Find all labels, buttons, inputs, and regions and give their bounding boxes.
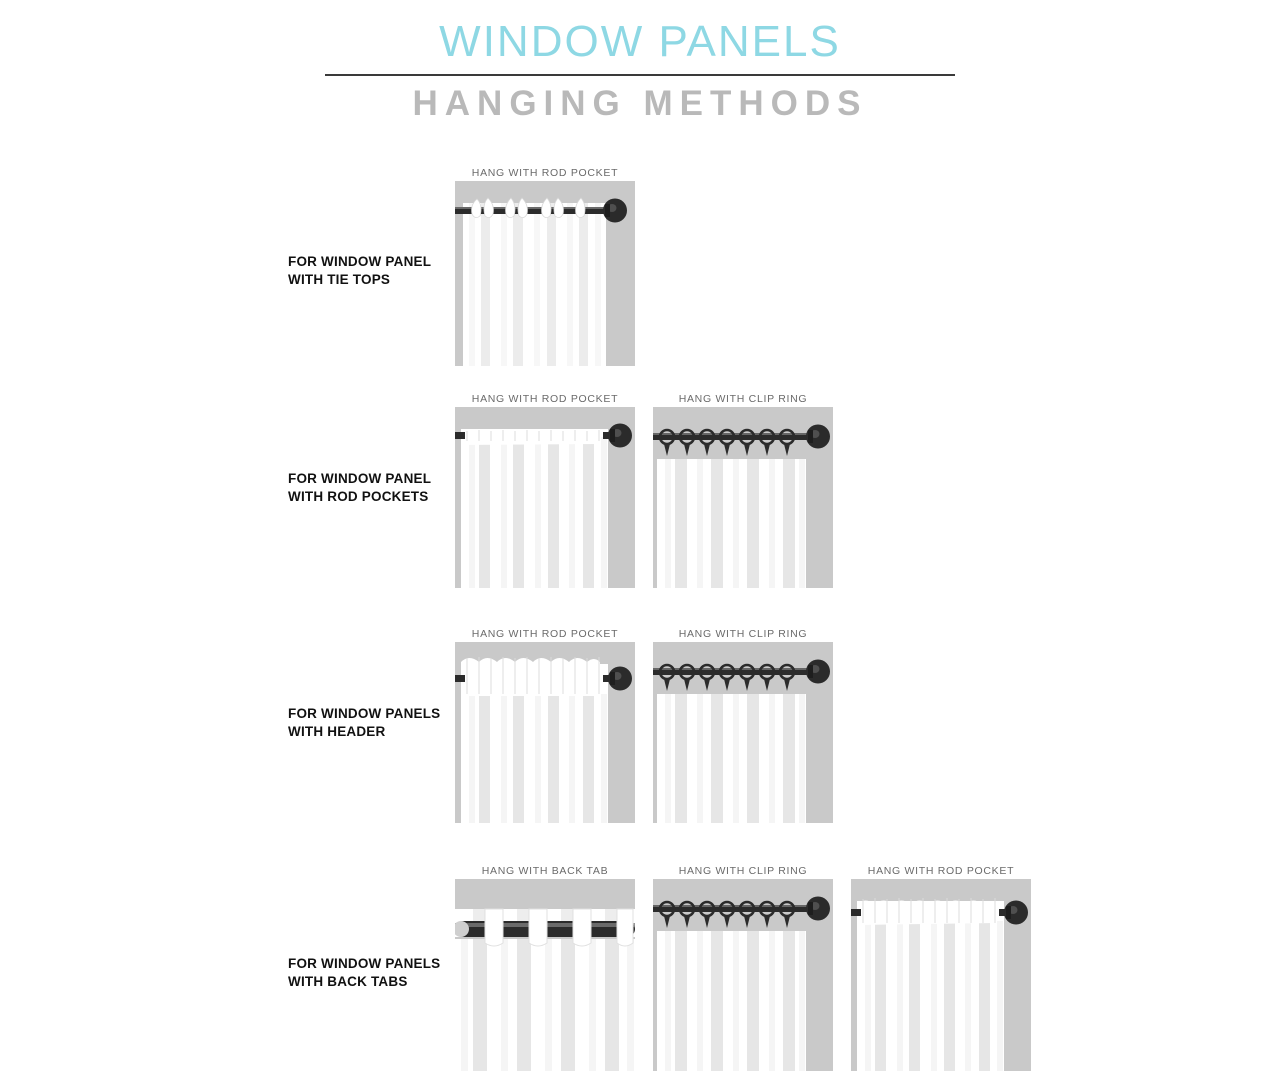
cell-caption: HANG WITH BACK TAB — [481, 865, 609, 877]
table-row — [0, 610, 1280, 845]
illustration-clip-ring — [653, 407, 833, 588]
curtain-clip-ring-graphic — [653, 642, 833, 823]
illustration-clip-ring — [653, 879, 833, 1071]
row-label-rod-pockets — [288, 470, 468, 506]
row-cells — [455, 626, 833, 823]
page-title: WINDOW PANELS — [439, 17, 841, 66]
list-item — [455, 863, 635, 1071]
illustration-rod-pocket — [455, 407, 635, 588]
cell-caption: HANG WITH CLIP RING — [678, 865, 808, 877]
illustration-clip-ring — [653, 642, 833, 823]
row-cells — [455, 391, 833, 588]
curtain-rod-pocket-graphic — [455, 407, 635, 588]
row-label-line2: WITH BACK TABS — [288, 974, 408, 990]
list-item — [653, 626, 833, 823]
row-label-line1: FOR WINDOW PANEL — [288, 471, 432, 486]
row-label-line2: WITH HEADER — [288, 724, 386, 740]
cell-caption: HANG WITH ROD POCKET — [471, 393, 619, 405]
list-item — [455, 626, 635, 823]
row-label-line1: FOR WINDOW PANELS — [288, 706, 441, 721]
cell-caption: HANG WITH ROD POCKET — [867, 865, 1015, 877]
table-row — [0, 160, 1280, 375]
table-row — [0, 375, 1280, 610]
row-label-back-tabs — [288, 955, 468, 991]
page-subtitle: HANGING METHODS — [412, 84, 868, 123]
row-label-line2: WITH ROD POCKETS — [288, 489, 429, 505]
illustration-back-tab — [455, 879, 635, 1071]
illustration-tie-top — [455, 181, 635, 366]
row-cells — [455, 863, 1031, 1071]
cell-caption: HANG WITH ROD POCKET — [471, 628, 619, 640]
illustration-rod-pocket — [851, 879, 1031, 1071]
illustration-rod-pocket-header — [455, 642, 635, 823]
row-label-line1: FOR WINDOW PANELS — [288, 956, 441, 971]
hanging-methods-grid — [0, 160, 1280, 1080]
list-item — [851, 863, 1031, 1071]
curtain-tie-top-graphic — [455, 181, 635, 366]
cell-caption: HANG WITH CLIP RING — [678, 393, 808, 405]
row-label-line1: FOR WINDOW PANEL — [288, 254, 432, 269]
row-label-header — [288, 705, 468, 741]
curtain-clip-ring-graphic — [653, 879, 833, 1071]
list-item — [455, 165, 635, 366]
row-cells — [455, 165, 635, 366]
curtain-clip-ring-graphic — [653, 407, 833, 588]
curtain-rod-pocket-graphic — [851, 879, 1031, 1071]
table-row — [0, 845, 1280, 1080]
curtain-back-tab-graphic — [455, 879, 635, 1071]
cell-caption: HANG WITH CLIP RING — [678, 628, 808, 640]
list-item — [653, 863, 833, 1071]
row-label-tie-tops — [288, 253, 458, 289]
curtain-header-graphic — [455, 642, 635, 823]
page-header — [0, 0, 1280, 121]
cell-caption: HANG WITH ROD POCKET — [471, 167, 619, 179]
row-label-line2: WITH TIE TOPS — [288, 272, 391, 288]
list-item — [653, 391, 833, 588]
list-item — [455, 391, 635, 588]
